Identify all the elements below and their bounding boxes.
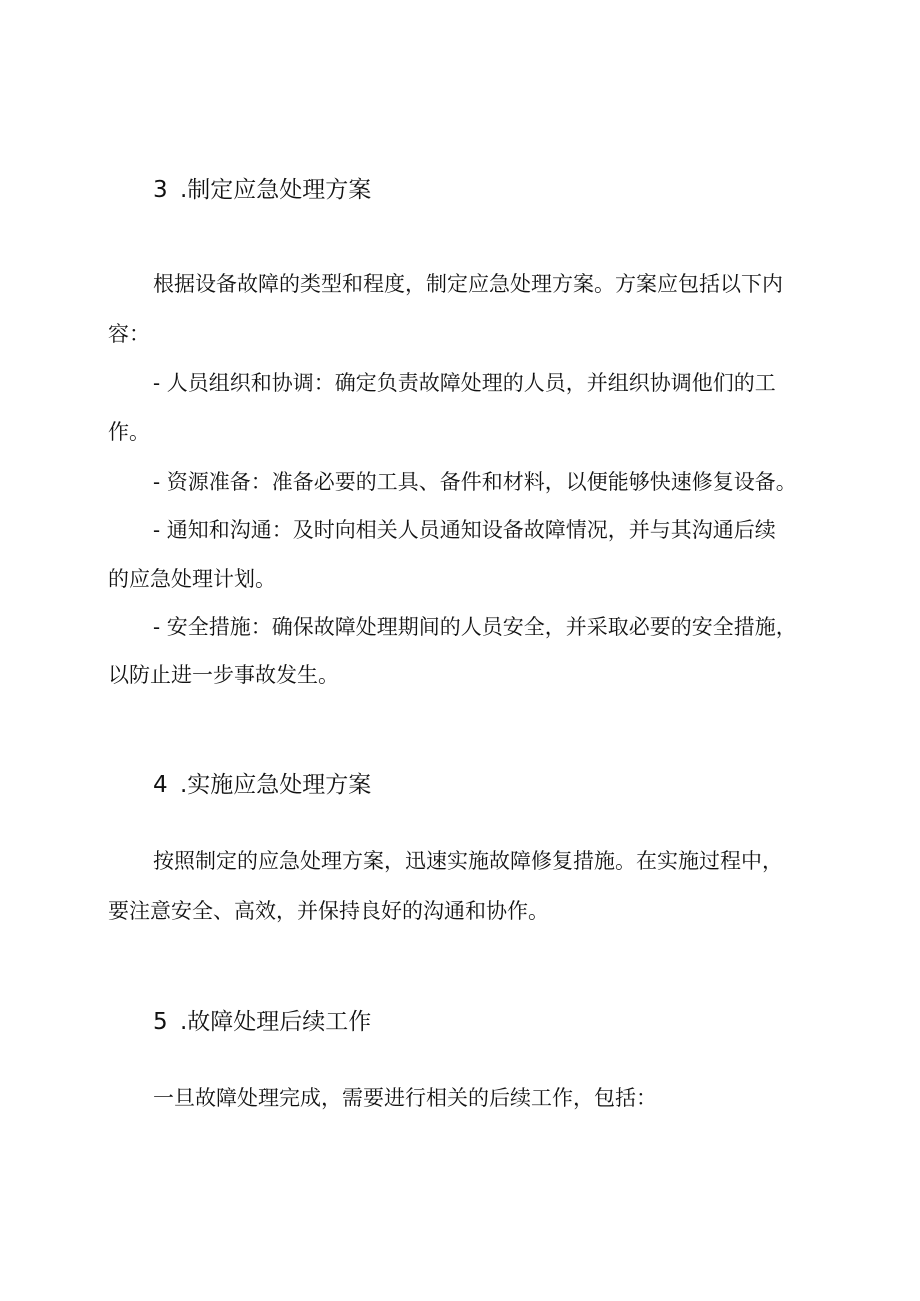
section-3-intro-line-1: 根据设备故障的类型和程度，制定应急处理方案。方案应包括以下内	[153, 272, 783, 296]
section-3-title: .制定应急处理方案	[180, 177, 372, 203]
bullet-safety-line-1: - 安全措施：确保故障处理期间的人员安全，并采取必要的安全措施，	[153, 615, 797, 639]
section-4-body-line-2: 要注意安全、高效，并保持良好的沟通和协作。	[108, 899, 549, 923]
section-4-body-line-1: 按照制定的应急处理方案，迅速实施故障修复措施。在实施过程中，	[153, 849, 783, 873]
bullet-personnel-line-1: - 人员组织和协调：确定负责故障处理的人员，并组织协调他们的工	[153, 371, 776, 395]
section-5-number: 5	[153, 1009, 168, 1035]
bullet-communication-line-2: 的应急处理计划。	[108, 567, 276, 591]
section-3-intro-line-2: 容：	[108, 322, 150, 346]
section-4-number: 4	[153, 772, 168, 798]
bullet-safety-line-2: 以防止进一步事故发生。	[108, 663, 339, 687]
section-4-heading	[153, 766, 371, 799]
section-3-heading	[153, 171, 371, 204]
bullet-personnel-line-2: 作。	[108, 420, 150, 444]
section-5-title: .故障处理后续工作	[180, 1009, 372, 1035]
section-3-number: 3	[153, 177, 168, 203]
section-5-heading	[153, 1003, 371, 1036]
bullet-communication-line-1: - 通知和沟通：及时向相关人员通知设备故障情况，并与其沟通后续	[153, 518, 776, 542]
bullet-resources-line-1: - 资源准备：准备必要的工具、备件和材料，以便能够快速修复设备。	[153, 470, 797, 494]
section-4-title: .实施应急处理方案	[180, 772, 372, 798]
section-5-body-line-1: 一旦故障处理完成，需要进行相关的后续工作，包括：	[153, 1086, 657, 1110]
